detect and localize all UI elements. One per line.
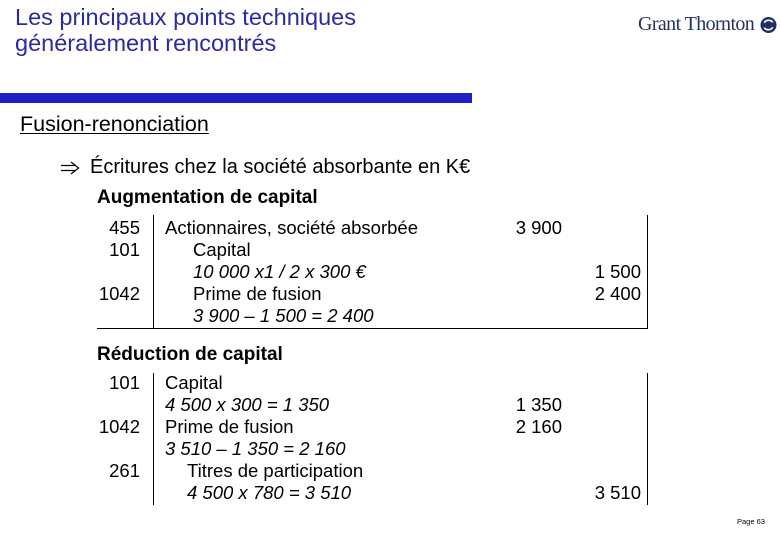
slide-title-line-1: Les principaux points techniques bbox=[15, 4, 356, 30]
account-number: 1042 bbox=[98, 283, 140, 304]
journal-row bbox=[0, 416, 780, 438]
page-number: Page 63 bbox=[737, 517, 765, 526]
calculation-note: 4 500 x 300 = 1 350 bbox=[165, 394, 330, 415]
journal-row bbox=[0, 217, 780, 239]
entry-heading: Réduction de capital bbox=[97, 344, 283, 365]
account-label: Capital bbox=[165, 372, 223, 393]
account-number: 455 bbox=[109, 217, 140, 238]
journal-row bbox=[0, 283, 780, 305]
journal-row bbox=[0, 261, 780, 283]
debit-amount: 1 350 bbox=[515, 394, 562, 415]
journal-entry-capital-increase bbox=[0, 187, 780, 329]
journal-row bbox=[0, 460, 780, 482]
account-number: 101 bbox=[109, 372, 140, 393]
logo-wordmark: Grant Thornton bbox=[638, 13, 755, 35]
journal-row bbox=[0, 394, 780, 416]
credit-amount: 1 500 bbox=[594, 261, 641, 282]
slide-title-line-2: généralement rencontrés bbox=[15, 30, 277, 56]
journal-entry-capital-reduction bbox=[0, 344, 780, 507]
credit-amount: 3 510 bbox=[594, 482, 641, 503]
journal-row bbox=[0, 438, 780, 460]
bullet-text: Écritures chez la société absorbante en K€ bbox=[90, 156, 471, 178]
slide-title bbox=[15, 4, 356, 56]
calculation-note: 3 510 – 1 350 = 2 160 bbox=[165, 438, 346, 459]
journal-row bbox=[0, 305, 780, 327]
account-label: Actionnaires, société absorbée bbox=[165, 217, 418, 238]
account-label: Prime de fusion bbox=[193, 283, 322, 304]
calculation-note: 3 900 – 1 500 = 2 400 bbox=[193, 305, 374, 326]
grant-thornton-logo-icon bbox=[760, 16, 777, 34]
double-arrow-right-icon bbox=[61, 161, 80, 175]
table-rule-bottom bbox=[97, 328, 648, 329]
title-accent-bar bbox=[0, 93, 472, 103]
account-label: Titres de participation bbox=[187, 460, 364, 481]
account-number: 1042 bbox=[98, 416, 140, 437]
calculation-note: 4 500 x 780 = 3 510 bbox=[187, 482, 352, 503]
section-heading: Fusion-renonciation bbox=[20, 112, 209, 136]
calculation-note: 10 000 x1 / 2 x 300 € bbox=[193, 261, 366, 282]
journal-row bbox=[0, 239, 780, 261]
journal-row bbox=[0, 372, 780, 394]
credit-amount: 2 400 bbox=[594, 283, 641, 304]
debit-amount: 2 160 bbox=[515, 416, 562, 437]
account-label: Capital bbox=[193, 239, 251, 260]
account-number: 101 bbox=[109, 239, 140, 260]
account-number: 261 bbox=[109, 460, 140, 481]
debit-amount: 3 900 bbox=[515, 217, 562, 238]
account-label: Prime de fusion bbox=[165, 416, 294, 437]
entry-heading: Augmentation de capital bbox=[97, 187, 318, 208]
journal-row bbox=[0, 482, 780, 504]
